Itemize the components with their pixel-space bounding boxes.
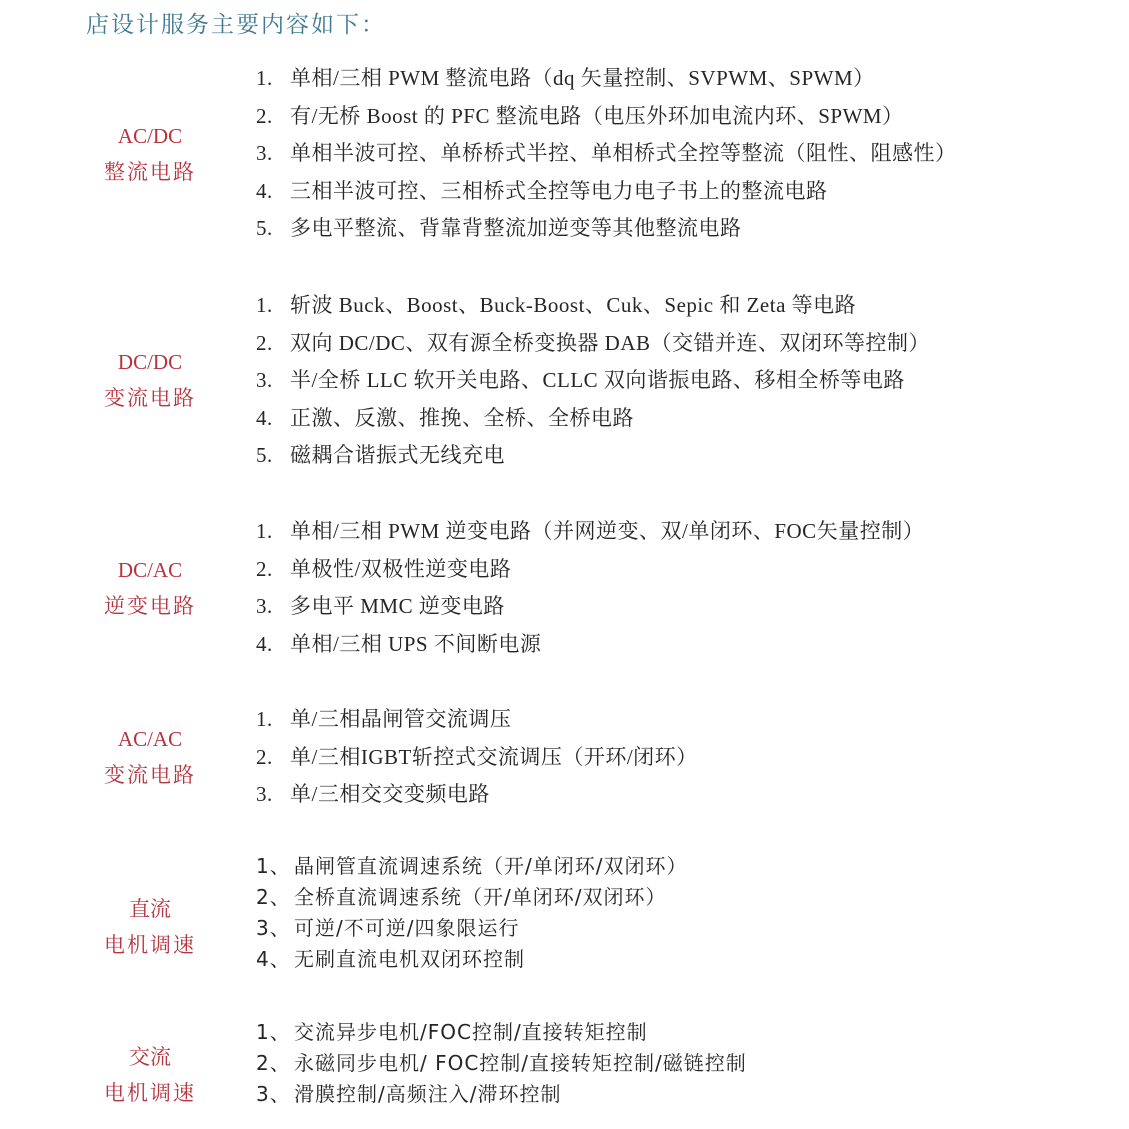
item-number: 1. <box>256 293 273 317</box>
item-text: 单/三相晶闸管交流调压 <box>290 707 512 731</box>
item-list <box>256 513 924 663</box>
list-item <box>256 60 957 98</box>
item-list <box>256 851 687 975</box>
section-label <box>88 552 212 624</box>
item-number: 2、 <box>256 1051 291 1075</box>
item-text: 磁耦合谐振式无线充电 <box>290 443 505 467</box>
list-item <box>256 551 924 589</box>
item-number: 2. <box>256 556 273 581</box>
item-text: 三相半波可控、三相桥式全控等电力电子书上的整流电路 <box>290 178 828 203</box>
item-text: 晶闸管直流调速系统（开/单闭环/双闭环） <box>294 854 688 878</box>
item-number: 4、 <box>256 947 291 971</box>
item-list <box>256 287 930 475</box>
item-text: 多电平 MMC 逆变电路 <box>290 594 505 618</box>
item-text: 单极性/双极性逆变电路 <box>290 556 512 581</box>
item-text: 滑膜控制/高频注入/滞环控制 <box>294 1082 562 1106</box>
list-item <box>256 739 698 777</box>
item-number: 3、 <box>256 916 291 940</box>
list-item <box>256 588 924 626</box>
item-number: 2. <box>256 103 273 128</box>
list-item <box>256 210 957 248</box>
section-label-line1: AC/DC <box>117 124 183 148</box>
item-text: 有/无桥 Boost 的 PFC 整流电路（电压外环加电流内环、SPWM） <box>290 103 904 128</box>
item-number: 3、 <box>256 1082 291 1106</box>
item-text: 单相半波可控、单桥桥式半控、单相桥式全控等整流（阻性、阻感性） <box>290 141 957 165</box>
item-text: 单相/三相 UPS 不间断电源 <box>290 631 542 656</box>
list-item <box>256 1079 747 1110</box>
item-text: 可逆/不可逆/四象限运行 <box>294 916 520 940</box>
item-text: 交流异步电机/FOC控制/直接转矩控制 <box>294 1020 648 1044</box>
item-number: 3. <box>256 368 273 392</box>
item-number: 1. <box>256 519 273 543</box>
list-item <box>256 513 924 551</box>
item-number: 2. <box>256 744 273 769</box>
item-text: 正激、反激、推挽、全桥、全桥电路 <box>290 405 634 430</box>
item-text: 永磁同步电机/ FOC控制/直接转矩控制/磁链控制 <box>294 1051 747 1075</box>
section-label-line2: 逆变电路 <box>104 594 196 618</box>
list-item <box>256 626 924 664</box>
item-number: 5. <box>256 216 273 240</box>
section-label-line2: 整流电路 <box>104 160 196 184</box>
list-item <box>256 913 687 944</box>
section-label-line2: 变流电路 <box>104 763 196 787</box>
item-number: 4. <box>256 405 273 430</box>
item-number: 3. <box>256 782 273 806</box>
list-item <box>256 135 957 173</box>
list-item <box>256 851 687 882</box>
item-list <box>256 60 957 248</box>
item-text: 单/三相交交变频电路 <box>290 782 490 806</box>
section-label-line2: 变流电路 <box>104 386 196 410</box>
item-number: 4. <box>256 631 273 656</box>
item-number: 1、 <box>256 1020 291 1044</box>
item-text: 斩波 Buck、Boost、Buck-Boost、Cuk、Sepic 和 Zeta 等电路 <box>290 293 857 317</box>
section-label <box>88 891 212 963</box>
item-number: 5. <box>256 443 273 467</box>
item-number: 3. <box>256 594 273 618</box>
list-item <box>256 701 698 739</box>
section-label <box>88 1039 212 1111</box>
item-text: 全桥直流调速系统（开/单闭环/双闭环） <box>294 885 667 909</box>
item-number: 1. <box>256 707 273 731</box>
list-item <box>256 362 930 400</box>
list-item <box>256 173 957 211</box>
item-number: 1. <box>256 66 273 90</box>
item-text: 单相/三相 PWM 整流电路（dq 矢量控制、SVPWM、SPWM） <box>290 66 875 90</box>
item-text: 双向 DC/DC、双有源全桥变换器 DAB（交错并连、双闭环等控制） <box>290 330 931 355</box>
list-item <box>256 325 930 363</box>
list-item <box>256 437 930 475</box>
item-text: 半/全桥 LLC 软开关电路、CLLC 双向谐振电路、移相全桥等电路 <box>290 368 905 392</box>
section-label-line1: DC/AC <box>117 558 183 582</box>
section-label-line1: AC/AC <box>117 727 183 751</box>
item-number: 1、 <box>256 854 291 878</box>
page-title: 店设计服务主要内容如下： <box>86 12 386 38</box>
section-label-line1: DC/DC <box>117 350 183 374</box>
list-item <box>256 1017 747 1048</box>
item-number: 3. <box>256 141 273 165</box>
list-item <box>256 882 687 913</box>
list-item <box>256 98 957 136</box>
section-label <box>88 344 212 416</box>
item-list <box>256 701 698 814</box>
item-text: 单/三相IGBT斩控式交流调压（开环/闭环） <box>290 744 698 769</box>
item-text: 单相/三相 PWM 逆变电路（并网逆变、双/单闭环、FOC矢量控制） <box>290 519 925 543</box>
section-label-line1: 直流 <box>129 897 171 921</box>
list-item <box>256 1048 747 1079</box>
item-text: 多电平整流、背靠背整流加逆变等其他整流电路 <box>290 216 742 240</box>
item-number: 2、 <box>256 885 291 909</box>
list-item <box>256 400 930 438</box>
item-text: 无刷直流电机双闭环控制 <box>294 947 525 971</box>
item-number: 4. <box>256 178 273 203</box>
section-label-line2: 电机调速 <box>104 1081 196 1105</box>
item-list <box>256 1017 747 1110</box>
list-item <box>256 287 930 325</box>
section-label <box>88 721 212 793</box>
section-label <box>88 118 212 190</box>
list-item <box>256 776 698 814</box>
section-label-line2: 电机调速 <box>104 933 196 957</box>
section-label-line1: 交流 <box>129 1045 171 1069</box>
list-item <box>256 944 687 975</box>
item-number: 2. <box>256 330 273 355</box>
